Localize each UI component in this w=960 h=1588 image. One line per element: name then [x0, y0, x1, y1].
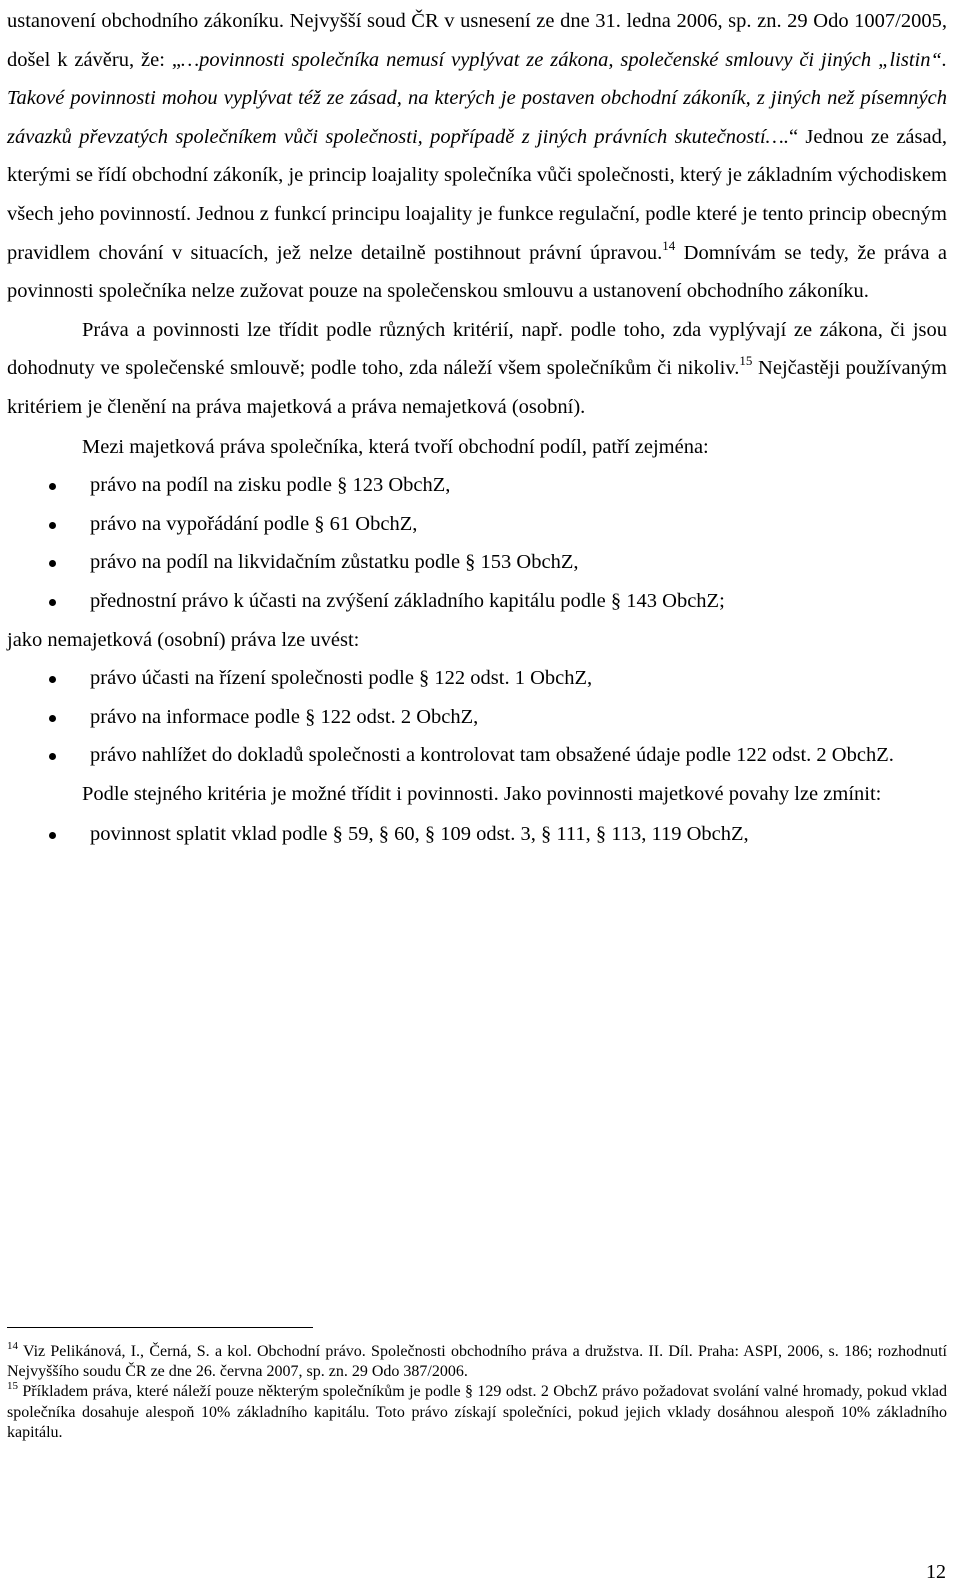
- list-item: právo na podíl na zisku podle § 123 ObchZ,: [7, 466, 947, 505]
- footnote-14: [7, 1342, 947, 1382]
- classification-text-continued: Nejčastěji používaným kritériem je členění na práva majetková a práva nemajetková (osobní).: [7, 357, 947, 418]
- footnote-divider: [7, 1327, 313, 1328]
- personal-rights-intro: jako nemajetková (osobní) práva lze uvést:: [7, 628, 360, 651]
- bullet-icon: [49, 599, 56, 606]
- classification-text: Práva a povinnosti lze třídit podle různých kritérií, např. podle toho, zda vyplývají ze zákona, či jsou dohodnuty ve společenské smlouvě; podle toho, zda náleží všem společníkům či nikoliv.: [7, 318, 947, 380]
- list-item: právo nahlížet do dokladů společnosti a kontrolovat tam obsažené údaje podle 122 odst. 2 ObchZ.: [7, 736, 947, 775]
- paragraph-intro: [7, 2, 947, 311]
- list-item: povinnost splatit vklad podle § 59, § 60, § 109 odst. 3, § 111, § 113, 119 ObchZ,: [7, 815, 947, 854]
- paragraph-classification: [7, 311, 947, 427]
- page-number: 12: [926, 1561, 946, 1583]
- personal-rights-list: [7, 659, 947, 775]
- list-item: právo na podíl na likvidačním zůstatku podle § 153 ObchZ,: [7, 543, 947, 582]
- bullet-icon: [49, 715, 56, 722]
- duties-intro: Podle stejného kritéria je možné třídit i povinnosti. Jako povinnosti majetkové povahy lze zmínit:: [82, 782, 882, 805]
- bullet-icon: [49, 522, 56, 529]
- list-item: právo na informace podle § 122 odst. 2 ObchZ,: [7, 698, 947, 737]
- property-rights-intro: Mezi majetková práva společníka, která tvoří obchodní podíl, patří zejména:: [82, 435, 709, 458]
- list-item: právo účasti na řízení společnosti podle § 122 odst. 1 ObchZ,: [7, 659, 947, 698]
- footnote-number: 14: [7, 1340, 18, 1352]
- quoted-court-decision: …povinnosti společníka nemusí vyplývat ze zákona, společenské smlouvy či jiných „listin“. Takové povinnosti mohou vyplývat též ze zásad, na kterých je postaven obchodní zákoník, z jiných než písemných závazků převzatých společníkem vůči společnosti, popřípadě z jiných právních skutečností….: [7, 48, 948, 148]
- footnote-ref-14[interactable]: 14: [662, 237, 676, 253]
- footnote-15: [7, 1382, 947, 1443]
- footnotes-section: [7, 1327, 947, 1443]
- footnote-ref-15[interactable]: 15: [739, 353, 753, 369]
- bullet-icon: [49, 483, 56, 490]
- list-item: přednostní právo k účasti na zvýšení základního kapitálu podle § 143 ObchZ;: [7, 582, 947, 621]
- footnote-text: Příkladem práva, které náleží pouze některým společníkům je podle § 129 odst. 2 ObchZ právo požadovat svolání valné hromady, pokud vklad společníka dosahuje alespoň 10% základního kapitálu. Toto právo získají společníci, pokud jejich vklady dosáhnou alespoň 10% základního kapitálu.: [7, 1383, 947, 1441]
- document-page: [7, 0, 947, 854]
- footnote-text: Viz Pelikánová, I., Černá, S. a kol. Obchodní právo. Společnosti obchodního práva a družstva. II. Díl. Praha: ASPI, 2006, s. 186; rozhodnutí Nejvyššího soudu ČR ze dne 26. června 2007, sp. zn. 29 Odo 387/2006.: [7, 1343, 947, 1381]
- intro-text: ustanovení obchodního zákoníku. Nejvyšší soud ČR v usnesení ze dne 31. ledna 2006, sp. zn. 29 Odo 1007/2005, došel k závěru, že: „: [7, 10, 947, 71]
- list-item: právo na vypořádání podle § 61 ObchZ,: [7, 505, 947, 544]
- footnote-number: 15: [7, 1380, 18, 1393]
- intro-text-conclusion: Domnívám se tedy, že práva a povinnosti společníka nelze zužovat pouze na společenskou smlouvu a ustanovení obchodního zákoníku.: [7, 241, 947, 303]
- bullet-icon: [49, 676, 56, 683]
- duties-list: [7, 815, 947, 854]
- bullet-icon: [49, 753, 56, 760]
- property-rights-list: [7, 466, 947, 620]
- bullet-icon: [49, 832, 56, 839]
- intro-text-continued: “ Jednou ze zásad, kterými se řídí obchodní zákoník, je princip loajality společníka vůči společnosti, který je základním východiskem všech jeho povinností. Jednou z funkcí principu loajality je funkce regulační, podle které je tento princip obecným pravidlem chování v situacích, jež nelze detailně postihnout právní úpravou.: [7, 125, 947, 264]
- bullet-icon: [49, 560, 56, 567]
